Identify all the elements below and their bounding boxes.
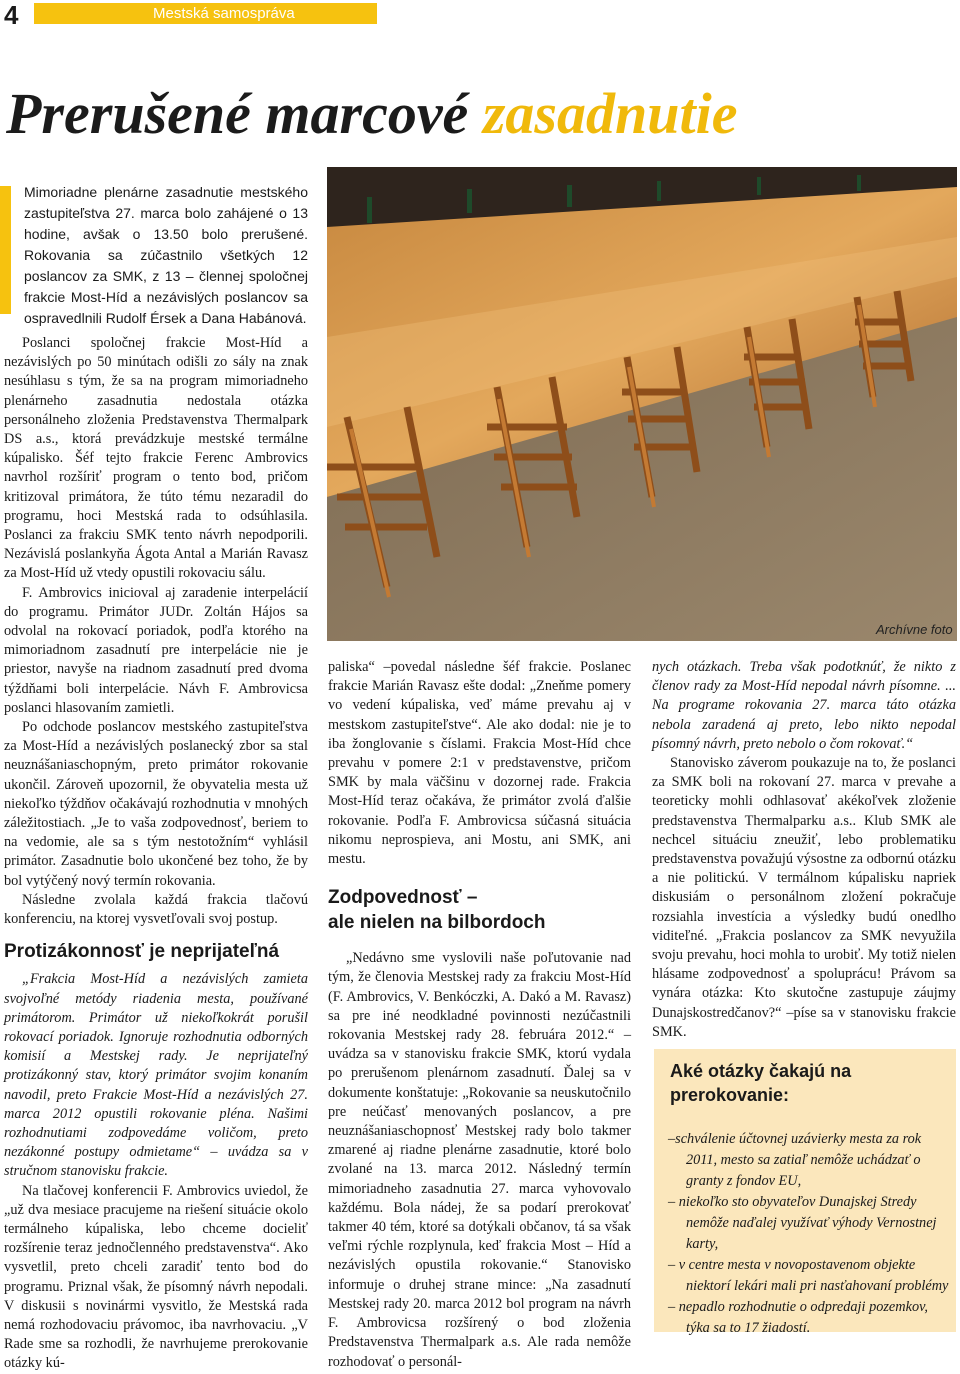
article-column-1 [4, 334, 308, 1374]
col1-quote-paragraph: „Frakcia Most-Híd a nezávislých zamieta svojvoľné metódy riadenia mesta, používané primátorom. Primátor už niekoľkokrát porušil rokovací poriadok. Ignoruje rozhodnutia odborných komisií a Mestskej rady. Je neprijateľný protizákonný stav, ktorý primátor svojim konaním navodil, preto Frakcie Most-Híd a nezávislých 27. marca 2012 opustili rokovanie pléna. Našimi rozhodnutiami zodpovedáme voličom, preto nezákonné postupy odmietame“ – uvádza sa v stručnom stanovisku frakcie. [4, 971, 308, 1180]
photo-illustration [327, 167, 957, 641]
section-label: Mestská samospráva [153, 5, 295, 22]
page-number: 4 [4, 0, 19, 30]
headline [6, 80, 960, 147]
lead-paragraph: Mimoriadne plenárne zasadnutie mestského zastupiteľstva 27. marca bolo zahájené o 13 hodine, avšak o 13.50 bolo prerušené. Rokovania sa zúčastnilo všetkých 12 poslancov za SMK, z 13 – člennej spoločnej frakcie Most-Híd a nezávislých poslancov sa ospravedlnili Rudolf Érsek a Dana Habánová. [24, 184, 308, 326]
col1-paragraph: Na tlačovej konferencii F. Ambrovics uviedol, že „už dva mesiace pracujeme na riešení situácie okolo termálneho kúpaliska, lebo chceme docieliť rozšírenie teraz jednočlenného predstavenstva“. Ako vysvetlil, preto chceli zaradiť tento bod do programu. Priznal však, že písomný návrh nepodali. V diskusii s novinármi vysvitlo, že Mestská rada nemá rozhodovaciu právomoc, iba navrhovaciu. „V Rade sme sa rozhodli, že navrhujeme prerokovanie otázky kú- [4, 1182, 308, 1372]
photo-credit: Archívne foto [876, 622, 953, 637]
headline-part2: zasadnutie [482, 81, 738, 146]
col1-paragraph: Poslanci spoločnej frakcie Most-Híd a nezávislých po 50 minútach odišli zo sály na znak nesúhlasu s tým, že sa na program mimoriadneho plenárneho zasadnutia nedostala otázka personálneho zloženia Predstavenstva Thermalpark DS a.s., ktorá prevádzkuje mestské termálne kúpalisko. Šéf tejto frakcie Ferenc Ambrovics navrhol rozšíriť program o tento bod, pričom kritizoval primátora, že túto tému nezaradil do programu, hoci Mestská rada to odsúhlasila. Poslanci za frakciu SMK tento návrh nepodporili. Nezávislá poslankyňa Ágota Antal a Marián Ravasz za Most-Híd už vtedy opustili rokovaciu sálu. [4, 335, 308, 582]
col1-paragraph: F. Ambrovics inicioval aj zaradenie interpelácií do programu. Primátor JUDr. Zoltán Hájos sa odvolal na rokovací poriadok, podľa ktorého na mimoriadnom zasadnutí pre interpelácie nie je priestor, navyše na riadnom zasadnutí pred dvoma týždňami boli interpelácie. Návh F. Ambrovicsa poslanci hlasovaním zamietli. [4, 584, 308, 716]
sidebar-box-title: Aké otázky čakajú na prerokovanie: [670, 1061, 852, 1105]
subheading-line-2: ale nielen na bilbordoch [328, 912, 546, 934]
list-item: – niekoľko sto obyvateľov Dunajskej Stredy nemôže naďalej využívať výhody Vernostnej karty, [668, 1194, 937, 1252]
col3-quote-paragraph: nych otázkach. Treba však podotknúť, že nikto z členov rady za Most-Híd nepodal návrh písomne. ... Na programe rokovania 27. marca táto otázka nebola zaradená aj preto, lebo nikto nepodal písomný návrh, preto nebolo o čom rokovať.“ [652, 659, 956, 752]
subheading-zodpovednost [328, 885, 631, 935]
list-item: –schválenie účtovnej uzávierky mesta za rok 2011, mesto sa zatiaľ nemôže uchádzať o granty z fondov EU, [668, 1131, 922, 1189]
photo-council-chamber [327, 167, 957, 641]
col3-paragraph: Stanovisko záverom poukazuje na to, že poslanci za SMK boli na rokovaní 27. marca v prevahe a teoreticky mohli odhlasovať akékoľvek zloženie predstavenstva Thermalparku a.s.. Klub SMK ale nechcel situáciu zneužiť, lebo problematiku predstavenstva považujú výsostne za odbornú otázku a nie politickú. V termálnom kúpalisku napriek diskusiám o personálnom zložení pokračuje rozsiahla investícia a výsledky budú onedlho viditeľné. „Frakcia poslancov za SMK nevyužila svoju prevahu, hoci mohla to urobiť. My totiž nielen hlásame zodpovednosť a spoluprácu! Právom sa vynára otázka: Kto skutočne zastupuje záujmy Dunajskostredčanov?“ –píse sa v stanovisku frakcie SMK. [652, 755, 956, 1040]
sidebar-box-list [668, 1129, 952, 1339]
sidebar-box-questions [654, 1049, 956, 1336]
col1-paragraph: Následne zvolala každá frakcia tlačovú konferenciu, na ktorej vysvetľovali svoj postup. [4, 891, 308, 928]
lead-accent-bar [0, 186, 11, 314]
subheading-line-1: Zodpovednosť – [328, 887, 478, 909]
col2-paragraph: „Nedávno sme vyslovili naše poľutovanie nad tým, že členovia Mestskej rady za frakciu Most-Híd (F. Ambrovics, V. Benkóczki, A. Dakó a M. Ravasz) sa pre iné neodkladné povinnosti nezúčastnili rokovania Mestskej rady 28. februára 2012.“ – uvádza sa v stanovisku frakcie SMK, ktorú vydala po prerušenom plenárnom zasadnutí. Ďalej sa v dokumente konštatuje: „Rokovanie sa neuskutočnilo pre neúčasť menovaných poslancov, a pre neuznášaniaschopnosť Mestskej rady bolo takmer zmarené aj riadne plenárne zasadnutie, ktoré bolo zvolané na 13. marca 2012. Následný termín mimoriadneho zasadnutia 27. marca vyhovovalo každému. Bola nádej, že sa podarí prerokovať takmer 40 tém, ktoré sa dotýkali občanov, tá sa však veľmi rýchle rozplynula, keď frakcia Most – Híd a nezávislých opustila rokovanie.“ Stanovisko informuje o druhej strane mince: „Na zasadnutí Mestskej rady 20. marca 2012 bol program na návrh F. Ambrovicsa rozšírený o bod zloženia Predstavenstva Thermalpark a.s. Ale rada nemôže rozhodovať o personál- [328, 950, 631, 1370]
section-banner [34, 3, 377, 24]
subheading-protizakonnost: Protizákonnosť je neprijateľná [4, 941, 280, 963]
article-column-3 [652, 658, 956, 1042]
list-item: – nepadlo rozhodnutie o odpredaji pozemkov, týka sa to 17 žiadostí. [668, 1299, 928, 1336]
headline-part1: Prerušené marcové [6, 81, 469, 146]
article-column-2 [328, 658, 631, 1372]
col1-paragraph: Po odchode poslancov mestského zastupiteľstva za Most-Híd a nezávislých poslanecký zbor sa stal neuznášaniaschopným, preto primátor rokovanie ukončil. Zároveň upozornil, že obyvatelia mesta už niekoľko týždňov očakávajú rozhodnutia v mnohých záležitostiach. „Je to vaša zodpovednosť, beriem to na vedomie, ale sa s tým nestotožním“ vyhlásil primátor. Zasadnutie bolo ukončené bez toho, že by bol vytýčený nový termín rokovania. [4, 719, 308, 889]
list-item: – v centre mesta v novopostavenom objekte niektorí lekári mali pri nasťahovaní problémy [668, 1257, 949, 1294]
col2-paragraph: paliska“ –povedal následne šéf frakcie. Poslanec frakcie Marián Ravasz ešte dodal: „Zneňme pomery vo vedení kúpaliska, veď máme prevahu aj v mestskom zastupiteľstve“. Ale ako dodal: nie je to iba žonglovanie s číslami. Frakcia Most-Híd chce prevahu v pomere 2:1 v predstavenstve, pričom SMK by mala väčšinu v dozornej rade. Frakcia Most-Híd teraz očakáva, že primátor zvolá ďalšie rokovanie. Podľa F. Ambrovicsa súčasná situácia nikomu neprospieva, ani Mostu, ani SMK, ani mestu. [328, 659, 631, 868]
